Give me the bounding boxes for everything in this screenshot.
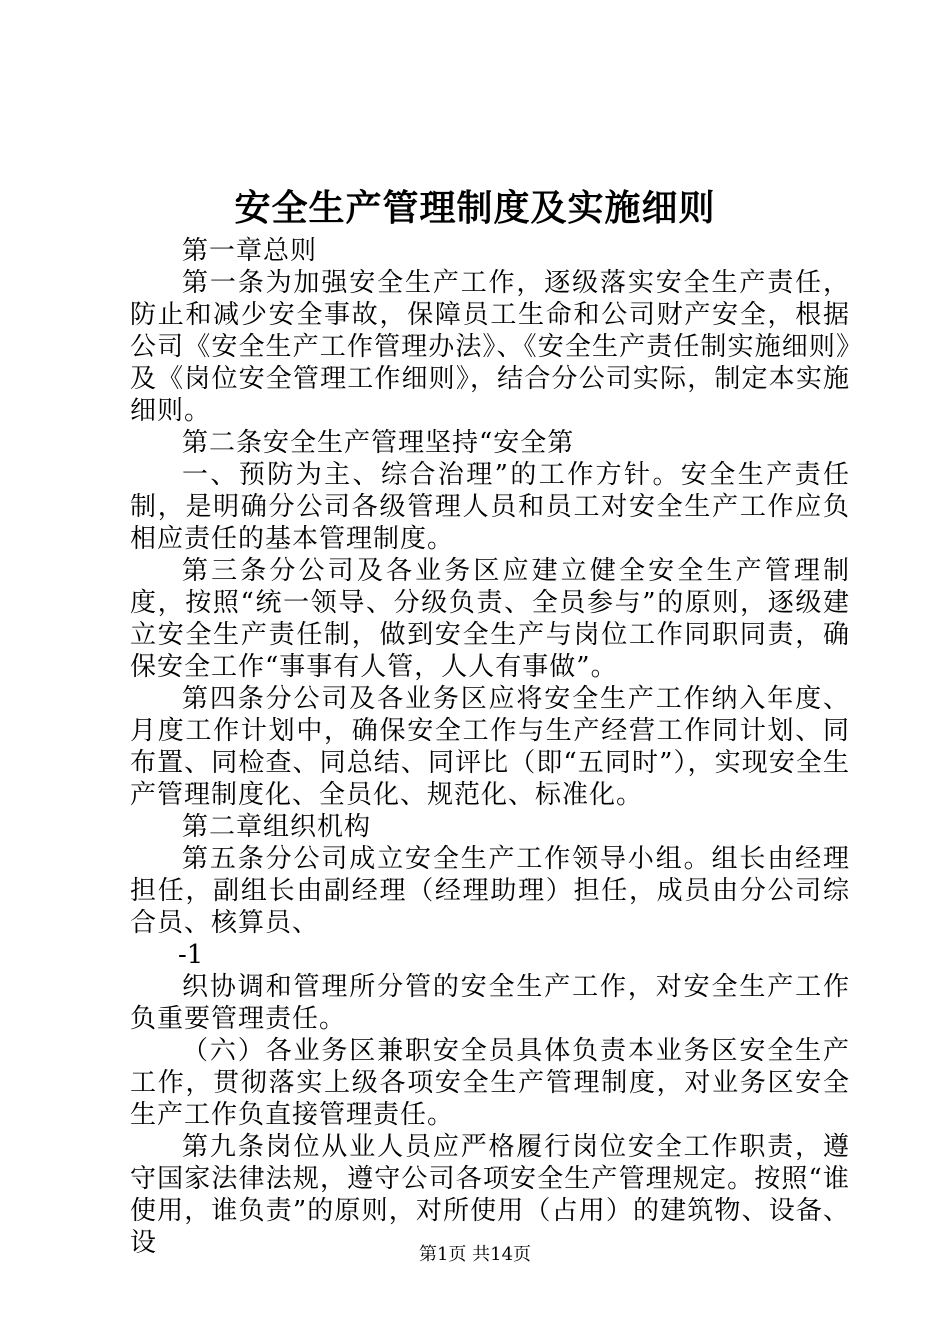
article-paragraph: 第四条分公司及各业务区应将安全生产工作纳入年度、月度工作计划中，确保安全工作与生产经营工作同计划、同布置、同检查、同总结、同评比（即“五同时”），实现安全生产管理制度化、全员化、规范化、标准化。 [130,684,850,810]
document-body [130,235,850,1259]
chapter-heading-2: 第二章组织机构 [182,812,372,842]
inline-page-marker: -1 [178,940,204,970]
article-paragraph: 织协调和管理所分管的安全生产工作，对安全生产工作负重要管理责任。 [130,972,850,1034]
article-paragraph: 第九条岗位从业人员应严格履行岗位安全工作职责，遵守国家法律法规，遵守公司各项安全生产管理规定。按照“谁使用，谁负责”的原则，对所使用（占用）的建筑物、设备、设 [130,1132,850,1258]
page-footer: 第1页 共14页 [418,1244,532,1265]
article-paragraph: （六）各业务区兼职安全员具体负责本业务区安全生产工作，贯彻落实上级各项安全生产管理制度，对业务区安全生产工作负直接管理责任。 [130,1036,850,1130]
article-paragraph: 第二条安全生产管理坚持“安全第 [182,428,575,458]
chapter-heading-1: 第一章总则 [182,236,318,266]
document-title: 安全生产管理制度及实施细则 [234,187,716,229]
article-paragraph: 第三条分公司及各业务区应建立健全安全生产管理制度，按照“统一领导、分级负责、全员参与”的原则，逐级建立安全生产责任制，做到安全生产与岗位工作同职同责，确保安全工作“事事有人管，人人有事做”。 [130,556,850,682]
article-paragraph: 第五条分公司成立安全生产工作领导小组。组长由经理担任，副组长由副经理（经理助理）担任，成员由分公司综合员、核算员、 [130,844,850,938]
article-paragraph: 第一条为加强安全生产工作，逐级落实安全生产责任，防止和减少安全事故，保障员工生命和公司财产安全，根据公司《安全生产工作管理办法》、《安全生产责任制实施细则》及《岗位安全管理工作细则》，结合分公司实际，制定本实施细则。 [130,268,850,426]
article-paragraph: 一、预防为主、综合治理”的工作方针。安全生产责任制，是明确分公司各级管理人员和员工对安全生产工作应负相应责任的基本管理制度。 [130,460,850,554]
